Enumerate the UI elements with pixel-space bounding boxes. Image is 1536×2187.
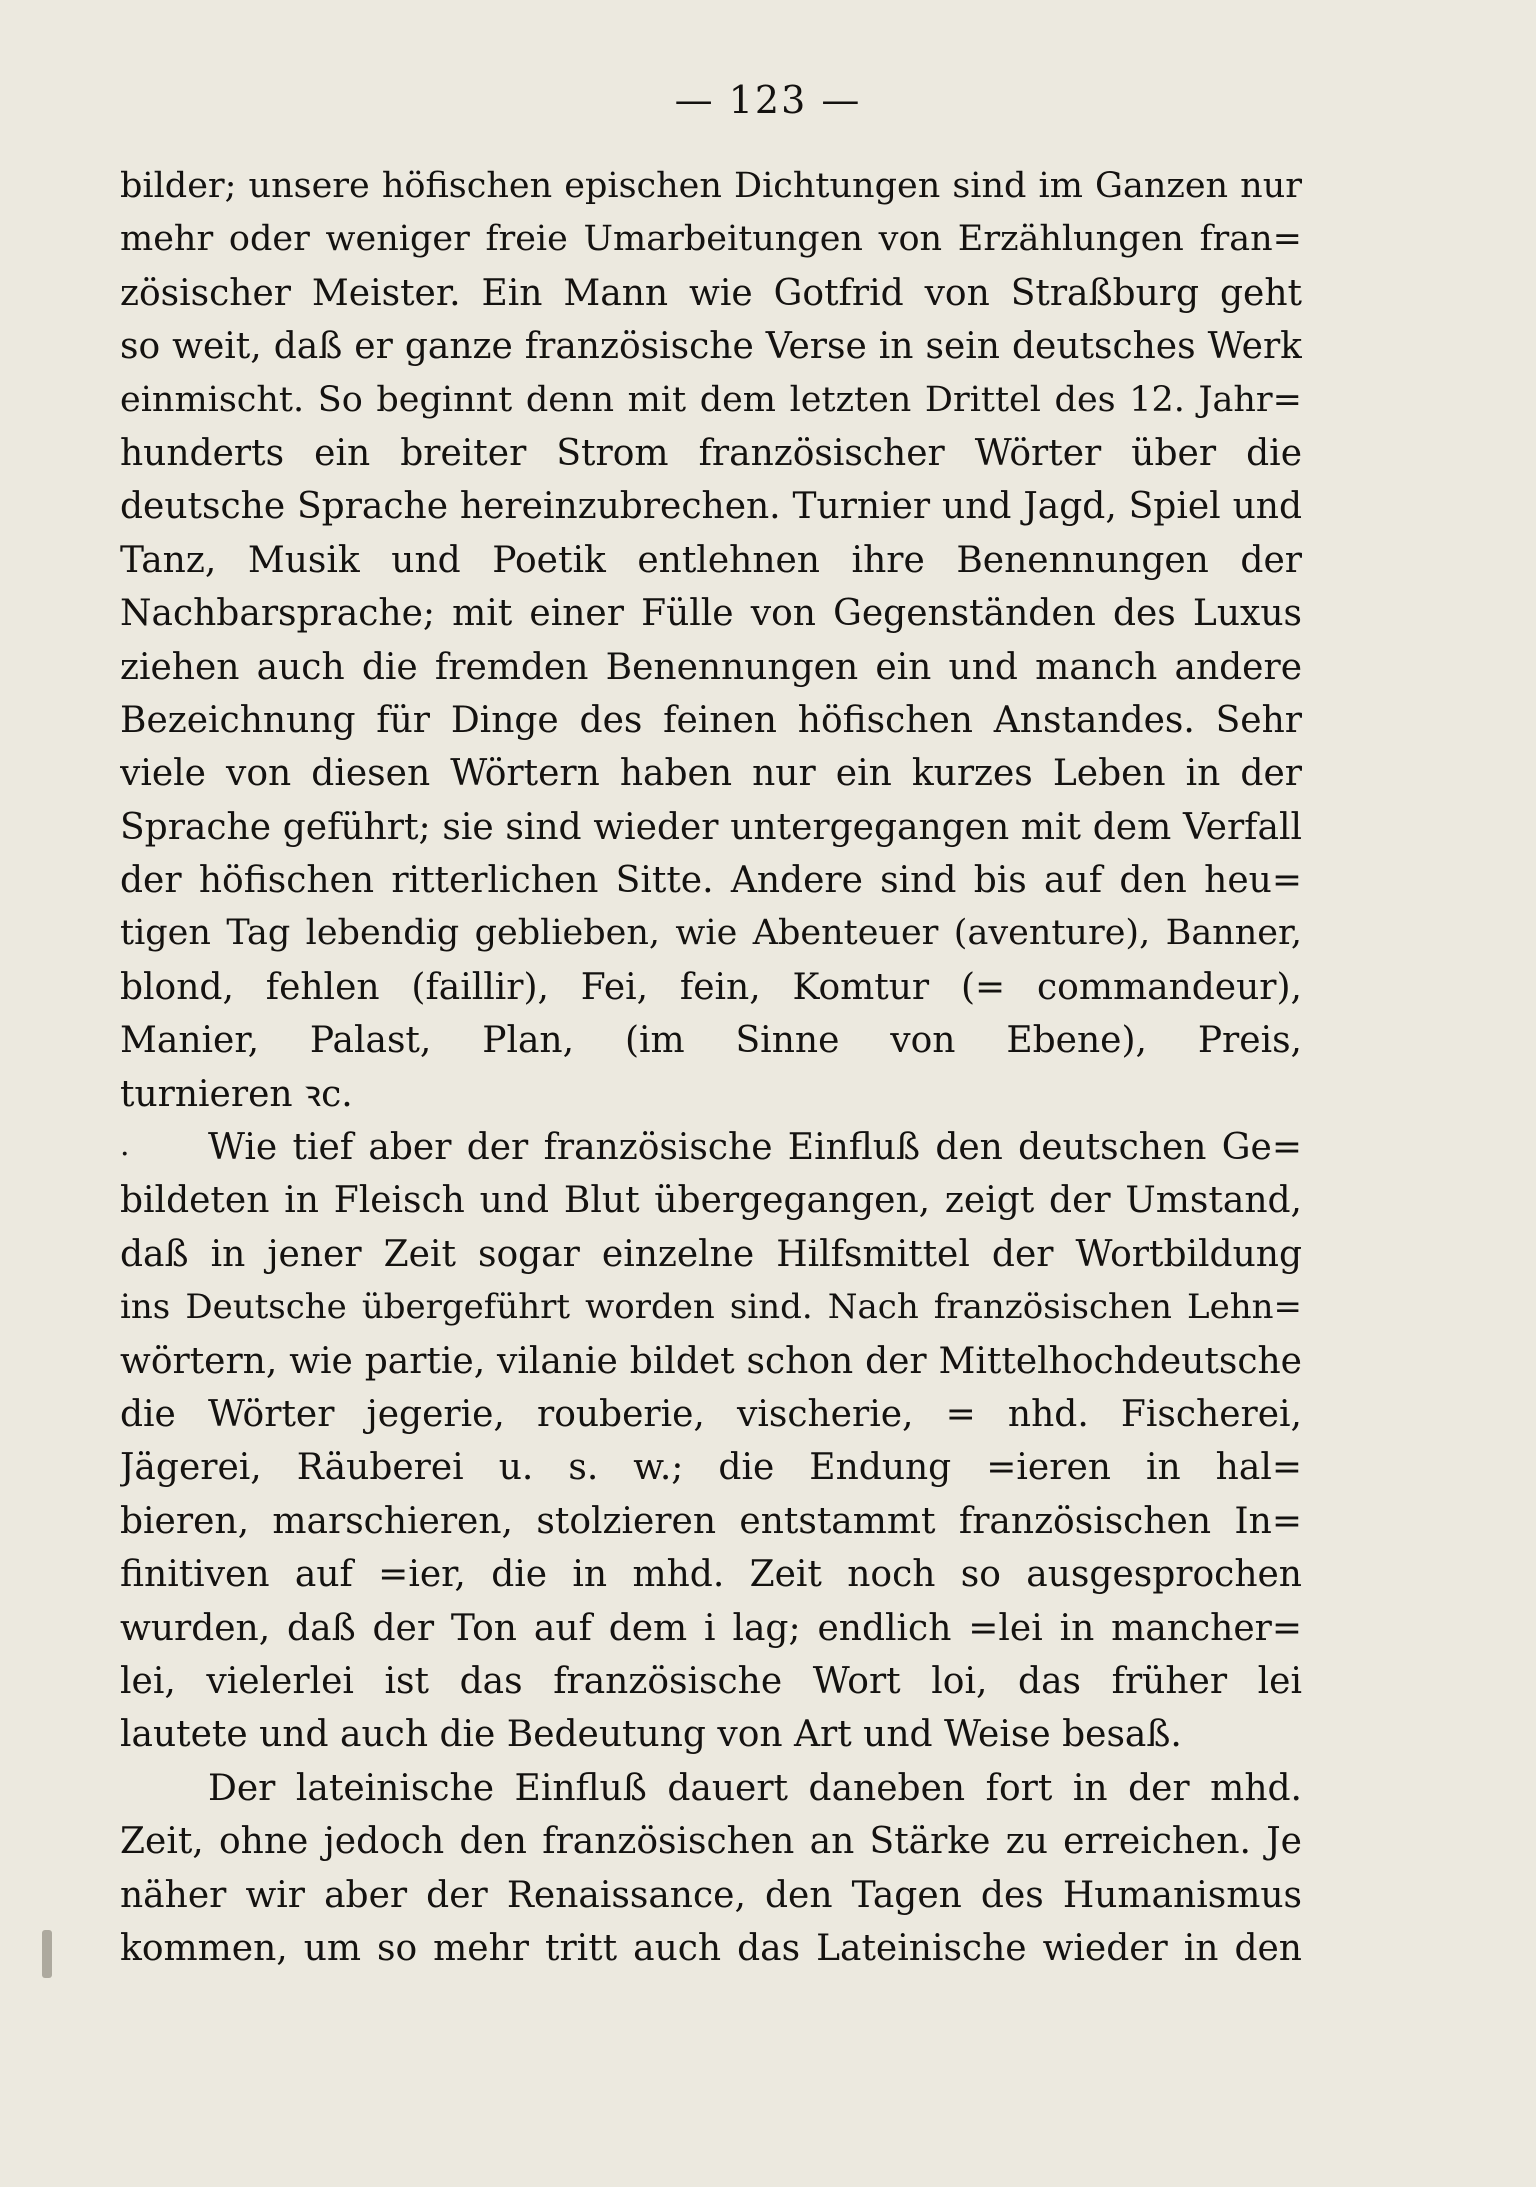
margin-mark: [42, 1930, 52, 1978]
page-number: — 123 —: [674, 78, 862, 122]
text-line: turnieren ꝛc.: [120, 1073, 353, 1115]
text-line: Nachbarsprache; mit einer Fülle von Gegenständen des Luxus: [120, 593, 1302, 635]
text-line: Zeit, ohne jedoch den französischen an Stärke zu erreichen. Je: [120, 1821, 1302, 1863]
text-line: tigen Tag lebendig geblieben, wie Abenteuer (aventure), Banner,: [120, 913, 1302, 954]
text-line: ziehen auch die fremden Benennungen ein und manch andere: [120, 646, 1302, 688]
text-line: der höfischen ritterlichen Sitte. Andere sind bis auf den heu=: [120, 860, 1302, 902]
text-line: ins Deutsche übergeführt worden sind. Nach französischen Lehn=: [120, 1287, 1302, 1328]
text-line: näher wir aber der Renaissance, den Tagen des Humanismus: [120, 1874, 1302, 1916]
text-line: bildeten in Fleisch und Blut übergegangen, zeigt der Umstand,: [120, 1180, 1302, 1222]
text-line: so weit, daß er ganze französische Verse in sein deutsches Werk: [120, 326, 1302, 368]
text-line: bilder; unsere höfischen epischen Dichtungen sind im Ganzen nur: [120, 166, 1302, 206]
text-line: Sprache geführt; sie sind wieder untergegangen mit dem Verfall: [120, 806, 1302, 848]
text-line: wurden, daß der Ton auf dem i lag; endlich =lei in mancher=: [120, 1607, 1302, 1649]
text-line: zösischer Meister. Ein Mann wie Gotfrid von Straßburg geht: [120, 272, 1302, 314]
text-line: lei, vielerlei ist das französische Wort loi, das früher lei: [120, 1660, 1302, 1702]
text-line: Tanz, Musik und Poetik entlehnen ihre Benennungen der: [120, 539, 1302, 581]
text-line: Wie tief aber der französische Einfluß den deutschen Ge=: [208, 1127, 1302, 1169]
text-line: kommen, um so mehr tritt auch das Lateinische wieder in den: [120, 1927, 1302, 1969]
text-line: Bezeichnung für Dinge des feinen höfischen Anstandes. Sehr: [120, 699, 1302, 741]
text-line: viele von diesen Wörtern haben nur ein kurzes Leben in der: [120, 753, 1302, 795]
text-line: blond, fehlen (faillir), Fei, fein, Komtur (= commandeur),: [120, 966, 1302, 1008]
paragraph: [120, 1762, 1302, 1976]
text-line: Manier, Palast, Plan, (im Sinne von Ebene), Preis,: [120, 1020, 1302, 1062]
text-line: deutsche Sprache hereinzubrechen. Turnier und Jagd, Spiel und: [120, 486, 1302, 528]
paragraph: [120, 160, 1302, 1121]
text-line: daß in jener Zeit sogar einzelne Hilfsmittel der Wortbildung: [120, 1233, 1302, 1275]
text-line: wörtern, wie partie, vilanie bildet schon der Mittelhochdeutsche: [120, 1340, 1302, 1382]
text-line: hunderts ein breiter Strom französischer Wörter über die: [120, 432, 1302, 474]
text-line: einmischt. So beginnt denn mit dem letzten Drittel des 12. Jahr=: [120, 379, 1302, 420]
text-line: finitiven auf =ier, die in mhd. Zeit noch so ausgesprochen: [120, 1554, 1302, 1596]
margin-dot: ·: [120, 1137, 130, 1172]
text-line: Der lateinische Einfluß dauert daneben fort in der mhd.: [208, 1767, 1302, 1809]
text-line: bieren, marschieren, stolzieren entstammt französischen In=: [120, 1500, 1302, 1542]
text-line: lautete und auch die Bedeutung von Art und Weise besaß.: [120, 1714, 1182, 1756]
text-line: die Wörter jegerie, rouberie, vischerie, = nhd. Fischerei,: [120, 1393, 1302, 1435]
text-line: Jägerei, Räuberei u. s. w.; die Endung =ieren in hal=: [120, 1447, 1302, 1489]
body-text: [120, 160, 1302, 1975]
paragraph: [120, 1121, 1302, 1762]
text-line: mehr oder weniger freie Umarbeitungen von Erzählungen fran=: [120, 219, 1302, 260]
